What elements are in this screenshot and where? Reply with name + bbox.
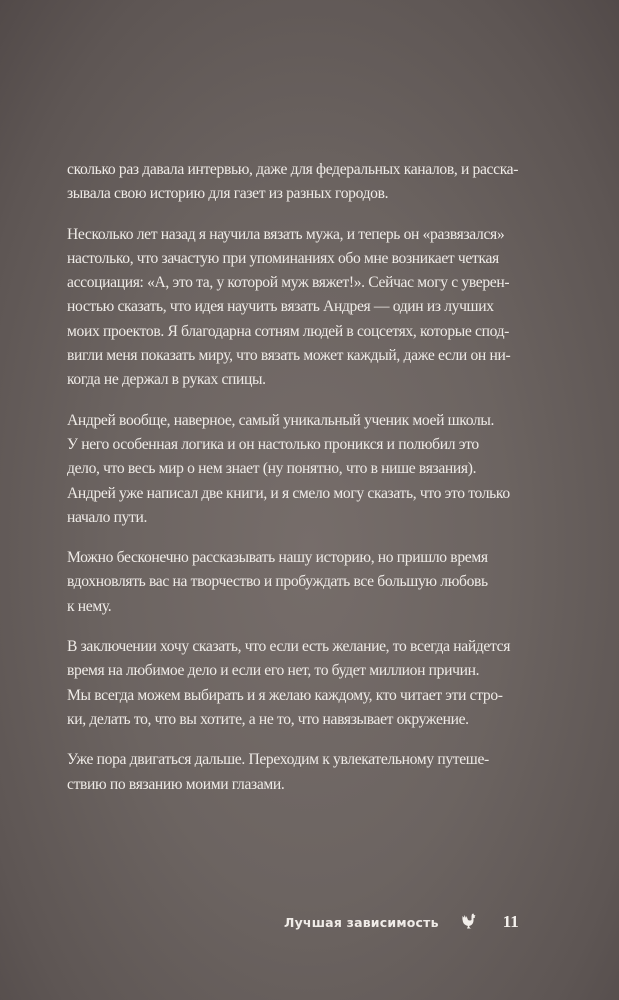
text-line: вдохновлять вас на творчество и пробуждать все большую любовь [67,573,488,591]
paragraph [67,223,537,393]
text-line: Андрей вообще, наверное, самый уникальный ученик моей школы. [67,411,495,429]
text-line: В заключении хочу сказать, что если есть желание, то всегда найдется [67,638,511,656]
text-line: дело, что весь мир о нем знает (ну понятно, что в нише вязания). [67,460,477,478]
text-line: Несколько лет назад я научила вязать мужа, и теперь он «развязался» [67,225,505,243]
text-line: ассоциация: «А, это та, у которой муж вяжет!». Сейчас могу с уверен- [67,274,510,292]
page-body [67,158,537,813]
paragraph [67,158,537,207]
text-line: настолько, что зачастую при упоминаниях обо мне возникает четкая [67,249,499,267]
text-line: Можно бесконечно рассказывать нашу историю, но пришло время [67,549,488,567]
text-line: ствию по вязанию моими глазами. [67,775,285,793]
text-line: к нему. [67,597,112,615]
text-line: ки, делать то, что вы хотите, а не то, что навязывает окружение. [67,710,469,728]
text-line: когда не держал в руках спицы. [67,371,266,389]
running-title: Лучшая зависимость [284,914,439,930]
text-line: время на любимое дело и если его нет, то будет миллион причин. [67,662,480,680]
text-line: сколько раз давала интервью, даже для федеральных каналов, и расска- [67,161,519,178]
paragraph [67,635,537,732]
text-line: Андрей уже написал две книги, и я смело могу сказать, что это только [67,484,510,502]
text-line: Мы всегда можем выбирать и я желаю каждому, кто читает эти стро- [67,686,503,704]
text-line: моих проектов. Я благодарна сотням людей в соцсетях, которые спод- [67,322,510,340]
paragraph [67,409,537,530]
text-line: зывала свою историю для газет из разных городов. [67,185,389,203]
text-line: начало пути. [67,508,148,526]
paragraph [67,546,537,619]
text-line: У него особенная логика и он настолько проникся и полюбил это [67,435,479,453]
text-line: вигли меня показать миру, что вязать может каждый, даже если он ни- [67,347,511,365]
rooster-icon [461,913,477,931]
paragraph [67,748,537,797]
page-number: 11 [502,912,519,931]
text-line: ностью сказать, что идея научить вязать Андрея — один из лучших [67,298,494,316]
text-line: Уже пора двигаться дальше. Переходим к увлекательному путеше- [67,751,489,769]
page-footer [284,912,519,932]
